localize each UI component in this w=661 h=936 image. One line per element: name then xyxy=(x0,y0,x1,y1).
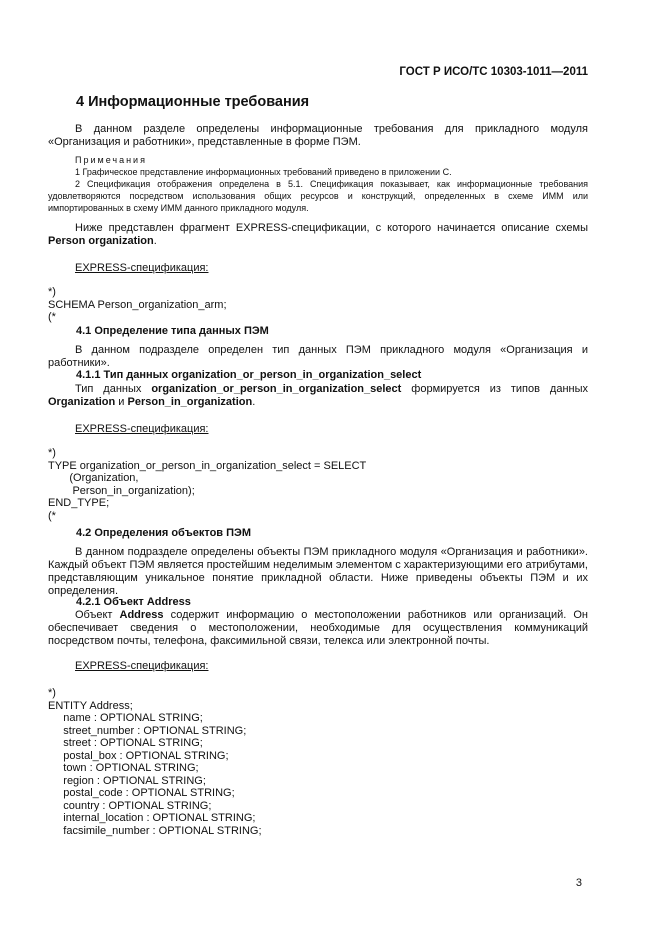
section-4-1-1-paragraph: Тип данных organization_or_person_in_organization_select формируется из типов данных Organization и Person_in_organization. xyxy=(48,383,588,408)
express-label: EXPRESS-спецификация: xyxy=(75,262,209,274)
express-label: EXPRESS-спецификация: xyxy=(75,423,209,435)
code-block-type: *) TYPE organization_or_person_in_organization_select = SELECT (Organization, Person_in_organization); END_TYPE; (* xyxy=(48,447,367,522)
notes-block xyxy=(48,154,588,214)
section-4-1-paragraph: В данном подразделе определен тип данных ПЭМ прикладного модуля «Организация и работники». xyxy=(48,344,588,369)
section-4-2-paragraph: В данном подразделе определены объекты ПЭМ прикладного модуля «Организация и работники». Каждый объект ПЭМ является простейшим неделимым элементом с характеризующими его атрибутами, представляющим уникальное понятие прикладной области. Ниже приведены объекты ПЭМ и их определения. xyxy=(48,546,588,597)
code-block-entity-address: *) ENTITY Address; name : OPTIONAL STRING; street_number : OPTIONAL STRING; street : OPTIONAL STRING; postal_box : OPTIONAL STRING; town : OPTIONAL STRING; region : OPTIONAL STRING; postal_code : OPTIONAL STRING; country : OPTIONAL STRING; internal_location : OPTIONAL STRING; facsimile_number : OPTIONAL STRING; xyxy=(48,687,262,837)
section-4-heading: 4 Информационные требования xyxy=(76,94,310,110)
section-4-1-1-heading: 4.1.1 Тип данных organization_or_person_in_organization_select xyxy=(76,369,422,381)
page-number: 3 xyxy=(575,877,582,889)
notes-heading: Примечания xyxy=(75,155,147,165)
express-label: EXPRESS-спецификация: xyxy=(75,660,209,672)
section-4-2-1-heading: 4.2.1 Объект Address xyxy=(76,596,191,608)
standard-header: ГОСТ Р ИСО/ТС 10303-1011—2011 xyxy=(399,66,588,78)
section-4-2-heading: 4.2 Определения объектов ПЭМ xyxy=(76,527,252,539)
section-4-2-1-paragraph: Объект Address содержит информацию о местоположении работников или организаций. Он обеспечивает сведения о местоположении, необходимые для осуществления коммуникаций посредством почты, телефона, факсимильной связи, телекса или электронной почты. xyxy=(48,609,588,647)
note-1: 1 Графическое представление информационных требований приведено в приложении С. xyxy=(75,167,452,177)
note-2: 2 Спецификация отображения определена в 5.1. Спецификация показывает, как информационные требования удовлетворяются посредством использования общих ресурсов и конструкций, определенных в схеме ИММ или импортированных в схему ИММ данного прикладного модуля. xyxy=(48,179,588,213)
code-block-schema: *) SCHEMA Person_organization_arm; (* xyxy=(48,286,227,323)
section-4-intro: В данном разделе определены информационные требования для прикладного модуля «Организация и работники», представленные в форме ПЭМ. xyxy=(48,123,588,148)
express-intro-paragraph: Ниже представлен фрагмент EXPRESS-спецификации, с которого начинается описание схемы Person organization. xyxy=(48,222,588,247)
section-4-1-heading: 4.1 Определение типа данных ПЭМ xyxy=(76,325,269,337)
